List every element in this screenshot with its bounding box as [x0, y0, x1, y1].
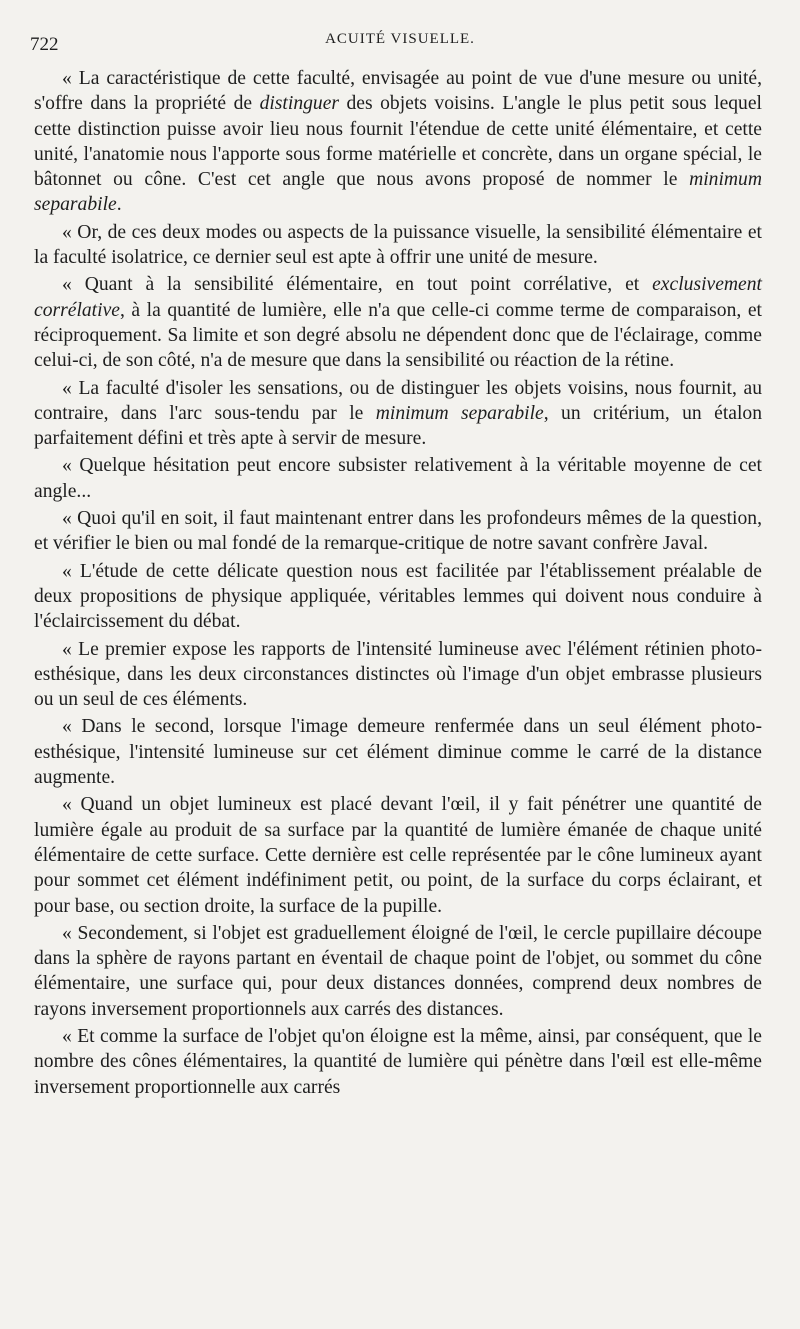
paragraph-text: des objets voisins. L'angle le plus petit sous lequel cette distinction puisse avoir lieu nous fournit l'étendue de cette unité élémentaire, et cette unité, l'anatomie nous l'apporte sous forme matérielle et concrète, dans un organe spécial, le bâtonnet ou cône. C'est cet angle que nous avons proposé de nommer le: [34, 93, 762, 191]
paragraph-text: « La caractéristique de cette faculté, envisagée au point de vue d'une mesure ou unité, s'offre dans la propriété de: [34, 68, 762, 115]
paragraph-text: « Le premier expose les rapports de l'intensité lumineuse avec l'élément rétinien photo-esthésique, dans les deux circonstances distinctes où l'image d'un objet embrasse plusieurs ou un seul de ces éléments.: [34, 638, 762, 711]
paragraph: [34, 453, 762, 504]
page-number: 722: [30, 34, 59, 55]
paragraph: [34, 66, 762, 218]
paragraph-text: « Quand un objet lumineux est placé devant l'œil, il y fait pénétrer une quantité de lumière égale au produit de sa surface par la quantité de lumière émanée de chaque unité élémentaire de cette surface. Cette dernière est celle représentée par le cône lumineux ayant pour sommet cet élément indéfiniment petit, ou point, de la surface du corps éclairant, et pour base, ou section droite, la surface de la pupille.: [34, 794, 762, 917]
paragraph-text: « Dans le second, lorsque l'image demeure renfermée dans un seul élément photo-esthésique, l'intensité lumineuse sur cet élément diminue comme le carré de la distance augmente.: [34, 716, 762, 789]
italic-text: minimum separabile: [375, 402, 544, 424]
paragraph-text: « Secondement, si l'objet est graduellement éloigné de l'œil, le cercle pupillaire découpe dans la sphère de rayons partant en éventail de chaque point de l'objet, ou sommet du cône élémentaire, une surface qui, pour deux distances données, comprend deux nombres de rayons inversement proportionnels aux carrés des distances.: [34, 922, 762, 1020]
paragraph-text: , un critérium, un étalon parfaitement défini et très apte à servir de mesure.: [34, 402, 762, 450]
paragraph: [34, 637, 762, 713]
paragraph: [34, 220, 762, 271]
paragraph-text: , à la quantité de lumière, elle n'a que celle-ci comme terme de comparaison, et réciproquement. Sa limite et son degré absolu ne dépendent donc que de l'éclairage, comme celui-ci, de son côté, n'a de mesure que dans la sensibilité ou réaction de la rétine.: [34, 299, 762, 372]
paragraph: [34, 921, 762, 1022]
paragraph-text: « Or, de ces deux modes ou aspects de la puissance visuelle, la sensibilité élémentaire et la faculté isolatrice, ce dernier seul est apte à offrir une unité de mesure.: [34, 221, 762, 269]
paragraph-text: « Quelque hésitation peut encore subsister relativement à la véritable moyenne de cet angle...: [34, 455, 762, 502]
paragraph-text: « Quant à la sensibilité élémentaire, en tout point corrélative, et: [62, 274, 653, 296]
page-header: [0, 28, 800, 58]
running-head: ACUITÉ VISUELLE.: [325, 31, 475, 47]
paragraph-text: « Quoi qu'il en soit, il faut maintenant entrer dans les profondeurs mêmes de la question, et vérifier le bien ou mal fondé de la remarque-critique de notre savant confrère Javal.: [34, 508, 762, 555]
paragraph-text: « La faculté d'isoler les sensations, ou de distinguer les objets voisins, nous fournit, au contraire, dans l'arc sous-tendu par le: [34, 377, 762, 424]
paragraph: [34, 1024, 762, 1100]
paragraph: [34, 376, 762, 452]
italic-text: exclusivement corrélative: [34, 274, 762, 321]
paragraph-text: .: [116, 194, 122, 216]
paragraph: [34, 714, 762, 790]
paragraph: [34, 272, 762, 373]
body-text: [34, 66, 762, 1102]
italic-text: minimum separabile: [34, 169, 762, 216]
paragraph: [34, 792, 762, 918]
paragraph: [34, 506, 762, 557]
paragraph-text: « L'étude de cette délicate question nous est facilitée par l'établissement préalable de deux propositions de physique appliquée, véritables lemmes qui doivent nous conduire à l'éclaircissement du débat.: [34, 560, 762, 633]
paragraph: [34, 559, 762, 635]
italic-text: distinguer: [259, 93, 340, 115]
paragraph-text: « Et comme la surface de l'objet qu'on éloigne est la même, ainsi, par conséquent, que le nombre des cônes élémentaires, la quantité de lumière qui pénètre dans l'œil est elle-même inversement proportionnelle aux carrés: [34, 1025, 762, 1098]
